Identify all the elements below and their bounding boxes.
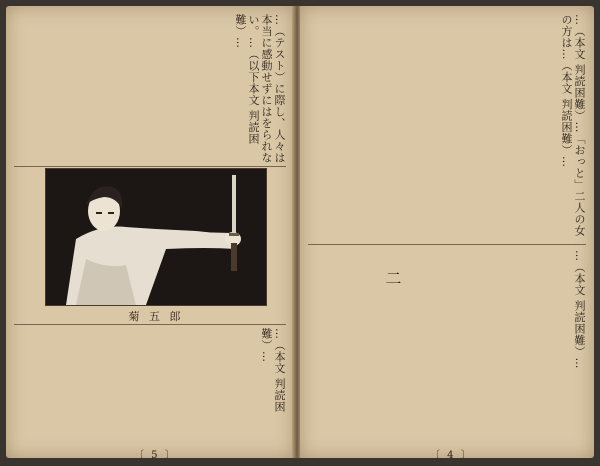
- right-bottom-column-text: …（本文 判読困難）…: [573, 250, 586, 369]
- photo-caption: 菊 五 郎: [128, 310, 184, 323]
- actor-photo: [46, 169, 266, 305]
- right-page-number: 〔 4 〕: [430, 450, 473, 458]
- actor-figure-image: [46, 169, 266, 305]
- right-top-text: [308, 14, 586, 240]
- right-top-column-text: …（本文 判読困難）…「おっと」二人の女の方は…（本文 判読困難）…: [560, 14, 586, 237]
- left-page: [6, 6, 294, 458]
- right-bottom-text: [308, 250, 586, 440]
- right-middle-rule: [308, 244, 586, 245]
- left-top-text: [14, 14, 286, 164]
- left-bottom-rule: [14, 324, 286, 325]
- left-top-rule: [14, 166, 286, 167]
- left-page-number: 〔 5 〕: [134, 450, 177, 458]
- left-bottom-column-text: …（本文 判読困難）…: [260, 328, 286, 413]
- section-number-mark: 二: [383, 270, 402, 286]
- right-page: [300, 6, 594, 458]
- left-bottom-text: [14, 328, 286, 440]
- left-top-column-text: …（テスト）に際し、人々は本当に感動せずにはをられない。…（以下本文 判読困難）…: [234, 14, 286, 164]
